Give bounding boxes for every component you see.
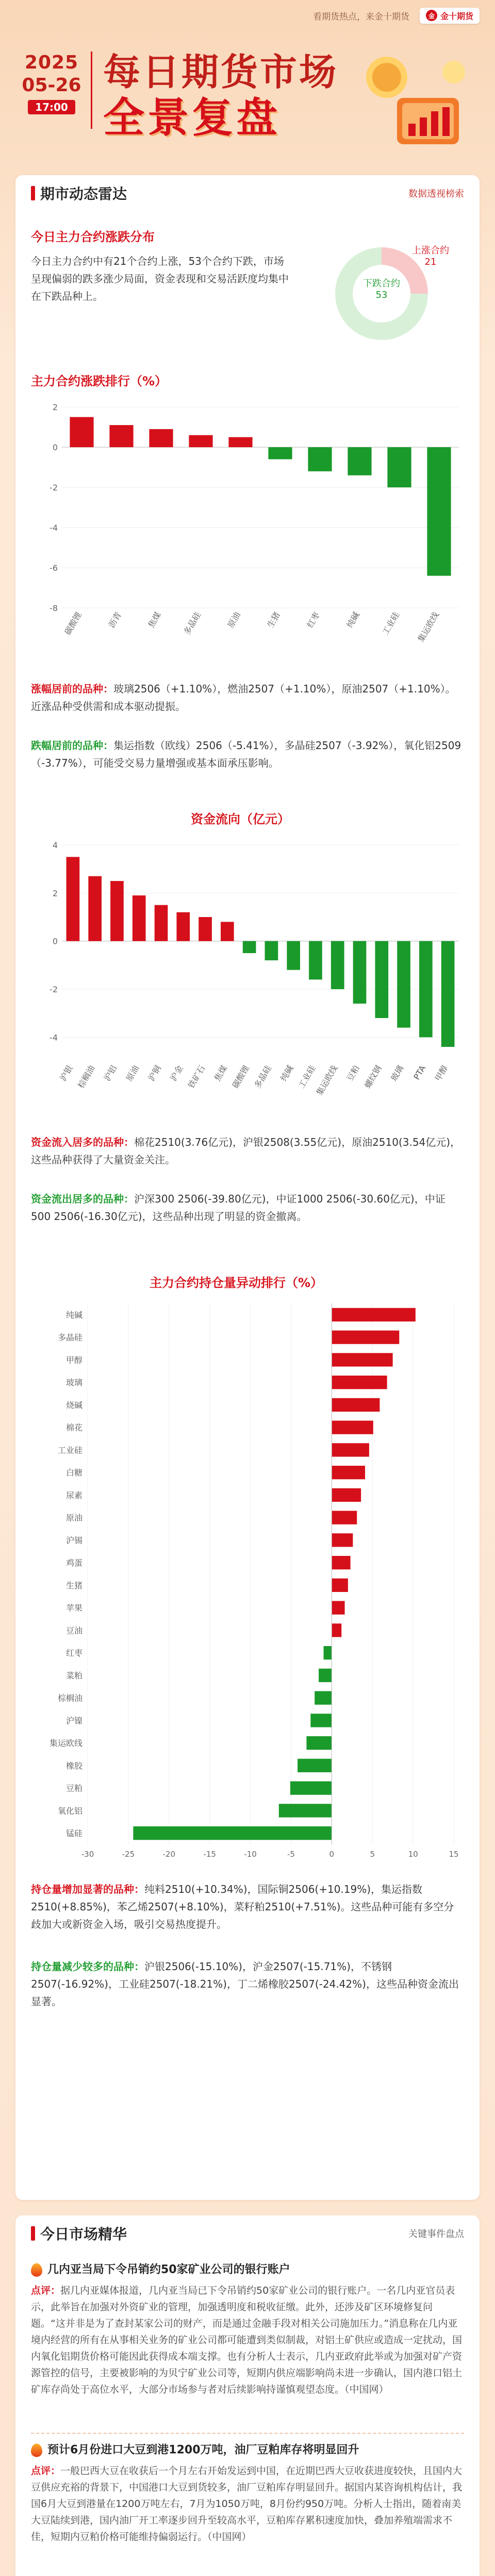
section-source: 数据透视榜索 (408, 189, 464, 199)
rank-up-text: 玻璃2506（+1.10%），燃油2507（+1.10%），原油2507（+1.10%）。近涨品种受供需和成本驱动提振。 (31, 683, 456, 713)
y-category-label: 尿素 (65, 1490, 82, 1500)
y-category-label: 鸡蛋 (65, 1558, 82, 1568)
news-tag: 点评： (31, 2465, 61, 2477)
date-time: 17:00 (28, 100, 75, 114)
x-tick-label: 生猪 (265, 610, 282, 630)
flow-chart (31, 835, 464, 1123)
y-category-label: 甲醇 (65, 1355, 82, 1365)
bar (110, 881, 124, 941)
news-title-text: 预计6月份进口大豆到港1200万吨，油厂豆粕库存将明显回升 (47, 2444, 359, 2456)
bar (348, 447, 371, 476)
section-header (15, 2215, 480, 2251)
x-tick-label: 玻璃 (389, 1063, 406, 1083)
pie-down (351, 276, 412, 300)
oi-chart (31, 1298, 464, 1865)
bar (332, 1308, 416, 1321)
y-category-label: 沪锡 (65, 1535, 82, 1546)
section-title-wrap (31, 183, 127, 204)
bar (315, 1691, 332, 1705)
y-category-label: 纯碱 (65, 1310, 82, 1320)
news-item[interactable] (31, 2262, 464, 2398)
y-tick-label: 2 (52, 402, 58, 412)
pie-down-count: 53 (375, 290, 388, 300)
y-category-label: 沪镍 (65, 1716, 82, 1726)
bar (441, 941, 455, 1047)
y-category-label: 橡胶 (65, 1760, 82, 1771)
flow-in-label: 资金流入居多的品种： (31, 1136, 134, 1148)
rank-up-label: 涨幅居前的品种： (31, 683, 113, 695)
top-slogan: 看期货热点，来金十期货 (312, 11, 409, 22)
page-title-line1: 每日期货市场 (103, 50, 339, 94)
bar (149, 429, 173, 447)
flow-out-text: 沪深300 2506(-39.80亿元)，中证1000 2506(-30.60亿元)，中证500 2506(-16.30亿元)，这些品种出现了明显的资金撤离。 (31, 1193, 446, 1223)
oi-down-label: 持仓量减少较多的品种： (31, 1960, 144, 1973)
y-category-label: 工业硅 (57, 1445, 82, 1455)
y-category-label: 玻璃 (65, 1378, 82, 1388)
header-divider (91, 52, 92, 129)
top-bar (0, 0, 495, 31)
flow-text-in (31, 1133, 464, 1168)
section-market-radar (15, 175, 480, 2200)
oi-text-down (31, 1958, 464, 2010)
bar (279, 1804, 332, 1817)
flow-text-out (31, 1190, 464, 1225)
x-tick-label: 铁矿石 (186, 1063, 207, 1090)
x-tick-label: 原油 (124, 1063, 141, 1083)
flow-title: 资金流向（亿元） (191, 812, 290, 826)
rank-text-down (31, 737, 464, 772)
bar (332, 1533, 353, 1547)
y-category-label: 菜粕 (65, 1670, 82, 1681)
x-tick-label: -20 (162, 1850, 176, 1859)
bar (287, 941, 300, 970)
x-tick-label: 原油 (225, 610, 242, 630)
x-tick-label: 沪铝 (102, 1063, 119, 1083)
bar (308, 447, 332, 471)
x-tick-label: -15 (203, 1850, 216, 1859)
brand-name: 金十期货 (440, 11, 473, 21)
fire-icon (31, 2263, 42, 2277)
y-category-label: 红枣 (65, 1648, 82, 1658)
date-block (21, 52, 82, 114)
oi-up-text: 纯料2510(+10.34%)，国际铜2506(+10.19%)，集运指数2510(+8.85%)，苯乙烯2507(+8.10%)，菜籽粕2510(+7.51%)。这些品种可能有多空分歧加大或新资金入场，吸引交易热度提升。 (31, 1883, 454, 1930)
date-month-day: 05-26 (22, 75, 81, 96)
news-title (31, 2442, 464, 2459)
fire-icon (31, 2444, 42, 2457)
flow-out-label: 资金流出居多的品种： (31, 1193, 134, 1205)
title-bar-icon (31, 2226, 35, 2241)
x-tick-label: 沪银 (58, 1063, 75, 1083)
bar (109, 425, 133, 447)
bar (319, 1669, 332, 1682)
bar (397, 941, 410, 1028)
x-tick-label: 碳酸锂 (62, 610, 84, 637)
bar (332, 1398, 380, 1412)
bar (353, 941, 367, 1004)
brand-logo[interactable] (420, 8, 480, 24)
oi-title: 主力合约持仓量异动排行（%） (150, 1276, 323, 1290)
y-tick-label: 0 (52, 443, 58, 452)
bar (67, 857, 80, 941)
header-illustration-icon (351, 41, 474, 160)
news-item[interactable] (31, 2442, 464, 2545)
x-tick-label: 甲醇 (433, 1063, 450, 1083)
y-category-label: 生猪 (65, 1580, 82, 1590)
bar (332, 1579, 348, 1592)
y-category-label: 氧化铝 (57, 1806, 82, 1816)
news-body-text: 据几内亚媒体报道，几内亚当局已下令吊销约50家矿业公司的银行账户。一名几内亚官员表示，此举旨在加强对外资矿业的管理，加强透明度和税收征缴。此外，还涉及矿区环境修复问题。“这并非是为了查封某家公司的财产，而是通过金融手段对相关公司施加压力。”消息称在几内亚境内经营的所有在从事相关业务的矿业公司都可能遭到类似制裁，对铝土矿供应或造成一定扰动，国内氧化铝期货价格可能因此获得成本端支撑。也有分析人士表示，几内亚政府此举或为加强对矿产资源管控的信号，主要被影响的为贝宁矿业公司等，短期内供应端影响尚未进一步确认，国内港口铝土矿库存尚处于高位水平，大部分市场参与者对后续影响持谨慎观望态度。（中国网） (31, 2285, 463, 2395)
x-tick-label: -30 (81, 1850, 94, 1859)
x-tick-label: 焦煤 (146, 610, 163, 630)
news-title-text: 几内亚当局下令吊销约50家矿业公司的银行账户 (47, 2263, 290, 2276)
pie-up (407, 243, 454, 267)
y-category-label: 棕榈油 (57, 1693, 82, 1703)
rank-down-label: 跌幅居前的品种： (31, 739, 113, 752)
x-tick-label: -25 (122, 1850, 135, 1859)
bar (332, 1331, 399, 1344)
y-category-label: 棉花 (65, 1422, 82, 1433)
oi-up-label: 持仓量增加显著的品种： (31, 1883, 144, 1895)
y-tick-label: -4 (50, 1032, 58, 1043)
y-tick-label: 2 (52, 888, 58, 899)
y-category-label: 原油 (65, 1513, 82, 1523)
x-tick-label: 多晶硅 (252, 1063, 273, 1090)
rank-text-up (31, 680, 464, 715)
x-tick-label: 0 (329, 1850, 335, 1859)
news-body (31, 2282, 464, 2398)
bar (332, 1421, 373, 1434)
bar (419, 941, 433, 1038)
section-title: 期市动态雷达 (40, 185, 127, 202)
y-tick-label: -8 (50, 603, 58, 613)
bar (306, 1736, 332, 1750)
x-tick-label: 纯碱 (278, 1063, 295, 1083)
page-header (0, 31, 495, 170)
section-header (15, 175, 480, 211)
y-tick-label: -2 (50, 985, 58, 994)
bar (70, 417, 93, 448)
x-tick-label: 10 (408, 1850, 418, 1859)
bar (176, 912, 190, 941)
bar (310, 1714, 332, 1727)
x-tick-label: 工业硅 (380, 610, 401, 637)
x-tick-label: 豆粕 (344, 1063, 361, 1083)
y-category-label: 集运欧线 (49, 1738, 82, 1749)
bar (265, 941, 278, 960)
bar (309, 941, 322, 980)
x-tick-label: 5 (370, 1850, 375, 1859)
section-market-news (15, 2215, 480, 2576)
rank-title: 主力合约涨跌排行（%） (31, 374, 168, 388)
bar (133, 1826, 332, 1840)
x-tick-label: 沪金 (168, 1063, 185, 1083)
flow-in-text: 棉花2510(3.76亿元)，沪银2508(3.55亿元)，原油2510(3.54亿元)，这些品种获得了大量资金关注。 (31, 1136, 461, 1166)
y-category-label: 豆粕 (65, 1783, 82, 1793)
y-tick-label: -4 (50, 523, 58, 533)
bar (155, 905, 168, 941)
pie-up-count: 21 (424, 257, 437, 267)
bar (427, 447, 451, 576)
news-body-text: 一般巴西大豆在收获后一个月左右开始发运到中国，在近期巴西大豆收获进度较快，且国内大豆供应充裕的背景下，中国港口大豆到货较多，油厂豆粕库存明显回升。据国内某咨询机构估计，我国6月大豆到港量在1200万吨左右，7月为1050万吨，8月份约950万吨。分析人士指出，随着南美大豆陆续到港，国内油厂开工率逐步回升至较高水平，豆粕库存累积速度加快，叠加养殖端需求不佳，短期内豆粕价格可能维持偏弱运行。（中国网） (31, 2465, 463, 2543)
bar (243, 941, 256, 953)
distribution-text: 今日主力合约中有21个合约上涨，53个合约下跌，市场呈现偏弱的跌多涨少局面，资金表现和交易活跃度均集中在下跌品种上。 (31, 255, 289, 302)
y-tick-label: 4 (52, 840, 58, 850)
title-bar-icon (31, 186, 35, 200)
oi-text-up (31, 1880, 464, 1933)
news-body (31, 2463, 464, 2545)
bar (290, 1782, 332, 1795)
x-tick-label: 焦煤 (212, 1063, 229, 1083)
oi-down-text: 沪银2506(-15.10%)，沪金2507(-15.71%)，不锈钢2507(-16.92%)，工业硅2507(-18.21%)，丁二烯橡胶2507(-24.42%)，这些品种资金流出显著。 (31, 1960, 459, 2008)
x-tick-label: 红枣 (305, 610, 322, 630)
bar (133, 895, 146, 941)
bar (332, 1376, 387, 1389)
x-tick-label: 碳酸锂 (230, 1063, 252, 1090)
news-divider (31, 2433, 464, 2434)
y-tick-label: 0 (52, 936, 58, 946)
bar (332, 1443, 369, 1456)
bar (189, 435, 212, 447)
bar (298, 1759, 332, 1772)
section-source: 关键事件盘点 (408, 2229, 464, 2240)
date-year: 2025 (24, 52, 79, 73)
x-tick-label: 沪铜 (146, 1063, 163, 1083)
section-title: 今日市场精华 (40, 2226, 127, 2243)
bar (332, 1466, 365, 1479)
x-tick-label: PTA (411, 1063, 428, 1082)
rank-down-text: 集运指数（欧线）2506（-5.41%），多晶硅2507（-3.92%），氧化铝2509（-3.77%），可能受交易力量增强或基本面承压影响。 (31, 739, 461, 769)
pie-up-label: 上涨合约 (412, 245, 449, 256)
news-title (31, 2262, 464, 2278)
x-tick-label: 集运欧线 (314, 1063, 340, 1097)
bar (387, 447, 411, 487)
x-tick-label: 工业硅 (296, 1063, 318, 1090)
y-category-label: 苹果 (65, 1603, 82, 1613)
x-tick-label: 棕榈油 (76, 1063, 97, 1090)
y-category-label: 豆油 (65, 1625, 82, 1636)
x-tick-label: 多晶硅 (182, 610, 203, 637)
news-tag: 点评： (31, 2285, 61, 2296)
x-tick-label: -10 (244, 1850, 257, 1859)
bar (332, 1353, 392, 1366)
bar (332, 1556, 350, 1569)
bar (88, 876, 102, 941)
y-category-label: 多晶硅 (57, 1332, 82, 1343)
y-tick-label: -2 (50, 483, 58, 493)
bar (199, 917, 212, 941)
bar (332, 1488, 361, 1502)
bar (332, 1623, 341, 1637)
bar (221, 922, 234, 941)
bar (268, 447, 292, 459)
x-tick-label: 集运欧线 (416, 610, 441, 644)
bar (332, 1511, 357, 1524)
rank-chart (31, 397, 464, 665)
section-title-wrap (31, 2223, 127, 2244)
bar (332, 1601, 344, 1615)
pie-down-label: 下跌合约 (363, 278, 400, 289)
x-tick-label: 纯碱 (344, 610, 361, 630)
bar (228, 437, 252, 448)
x-tick-label: -5 (287, 1850, 295, 1859)
bar (324, 1646, 332, 1659)
brand-logo-icon: 金 (426, 10, 437, 21)
distribution-title: 今日主力合约涨跌分布 (31, 230, 155, 244)
x-tick-label: 15 (449, 1850, 459, 1859)
y-category-label: 锰硅 (65, 1828, 82, 1839)
page-title-line2: 全景复盘 (103, 94, 280, 142)
bar (331, 941, 344, 989)
x-tick-label: 沥青 (106, 610, 123, 630)
bar (375, 941, 388, 1018)
y-category-label: 白糖 (65, 1468, 82, 1478)
x-tick-label: 螺纹钢 (362, 1063, 384, 1090)
y-tick-label: -6 (50, 563, 58, 573)
y-category-label: 烧碱 (65, 1400, 82, 1410)
